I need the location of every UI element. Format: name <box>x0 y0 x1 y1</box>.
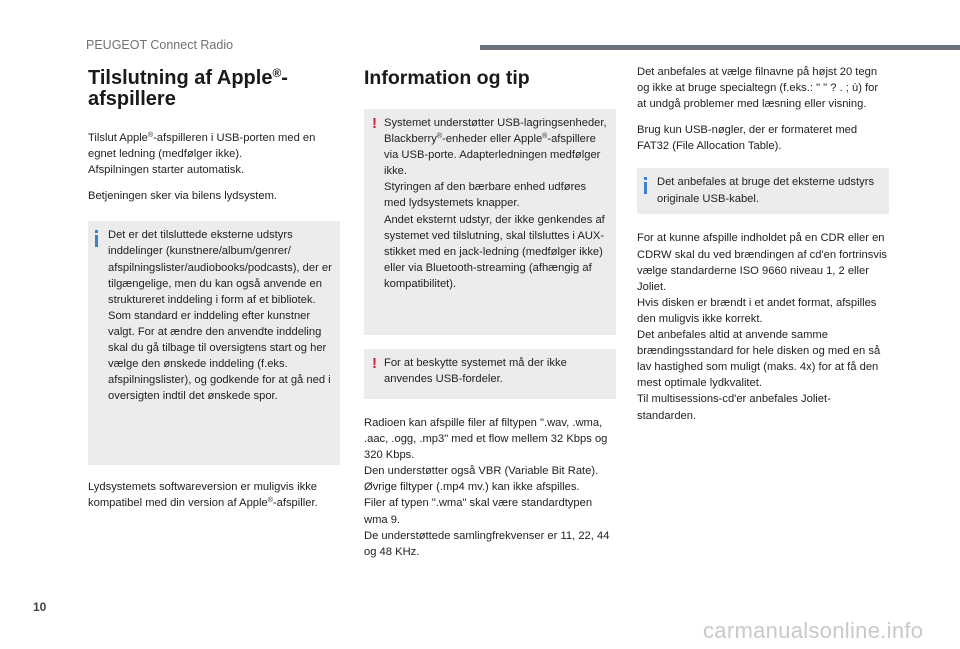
section-title-apple: Tilslutning af Apple®- afspillere <box>88 66 288 110</box>
fat32-paragraph: Brug kun USB-nøgler, der er formateret med FAT32 (File Allocation Table). <box>637 124 858 153</box>
cd-burning-paragraph: For at kunne afspille indholdet på en CDR eller en CDRW skal du ved brændingen af cd'en fortrinsvis vælge standarderne ISO 9660 niveau 1, 2 eller Joliet. Hvis disken er brændt i et andet format, afspilles den muligvis ikke korrekt. Det anbefales altid at anvende samme brændingsstandard for hele disken og med en så lav hastighed som muligt (maks. 4x) for at få den mest optimale lydkvalitet. Til multisessions-cd'er anbefales Joliet-standarden. <box>637 232 888 422</box>
warning-box-text: For at beskytte systemet må der ikke anvendes USB-fordeler. <box>384 357 567 386</box>
warning-icon: ! <box>372 115 377 132</box>
warning-box-usb-devices <box>364 109 616 335</box>
file-types-paragraph: Radioen kan afspille filer af filtypen ".wav, .wma, .aac, .ogg, .mp3" med et flow mellem 32 Kbps og 320 Kbps. Den understøtter også VBR (Variable Bit Rate). Øvrige filtyper (.mp4 mv.) kan ikke afspilles. Filer af typen ".wma" skal være standardtypen wma 9. De understøttede samlingfrekvenser er 11, 22, 44 og 48 KHz. <box>364 417 610 558</box>
apple-connect-paragraph: Tilslut Apple®-afspilleren i USB-porten med en egnet ledning (medfølger ikke). Afspilningen starter automatisk. <box>88 132 316 177</box>
warning-icon: ! <box>372 355 377 372</box>
info-box-text: Det er det tilsluttede eksterne udstyrs inddelinger (kunstnere/album/genrer/ afspilningslister/audiobooks/podcasts), der er tilgængelige, men du kan også anvende en struktureret inddeling i form af et bibliotek. Som standard er inddeling efter kunstner valgt. For at ændre den anvendte inddeling skal du gå tilbage til oversigtens start og her vælge den ønskede inddeling (f.eks. afspilningslister), og godkende for at gå ned i oversigten indtil det ønskede spor. <box>108 229 332 403</box>
running-header: PEUGEOT Connect Radio <box>86 38 234 52</box>
column-apple <box>88 64 340 522</box>
warning-box-usb-hub <box>364 349 616 399</box>
info-icon <box>95 230 98 244</box>
filename-tip-paragraph: Det anbefales at vælge filnavne på højst 20 tegn og ikke at bruge specialtegn (f.eks.: " " ? . ; ù) for at undgå problemer med læsning eller visning. <box>637 66 879 111</box>
info-box-text: Det anbefales at bruge det eksterne udstyrs originale USB-kabel. <box>657 176 875 205</box>
watermark: carmanualsonline.info <box>703 618 924 643</box>
column-info <box>364 64 616 570</box>
info-box-library <box>88 221 340 465</box>
section-title-info: Information og tip <box>364 67 530 89</box>
info-icon <box>644 177 647 191</box>
header-bar <box>480 45 960 50</box>
info-box-usb-cable <box>637 168 889 214</box>
apple-control-paragraph: Betjeningen sker via bilens lydsystem. <box>88 190 278 203</box>
column-tips <box>637 64 889 434</box>
page-number: 10 <box>33 600 47 614</box>
apple-compat-paragraph: Lydsystemets softwareversion er muligvis ikke kompatibel med din version af Apple®-afspiller. <box>88 481 318 510</box>
warning-box-text: Systemet understøtter USB-lagringsenheder, Blackberry®-enheder eller Apple®-afspillere via USB-porte. Adapterledningen medfølger ikke. Styringen af den bærbare enhed udføres med lydsystemets knapper. Andet eksternt udstyr, der ikke genkendes af systemet ved tilslutning, skal tilsluttes i AUX-stikket med en jack-ledning (medfølger ikke) eller via Bluetooth-streaming (afhængig af kompatibilitet). <box>384 117 607 290</box>
